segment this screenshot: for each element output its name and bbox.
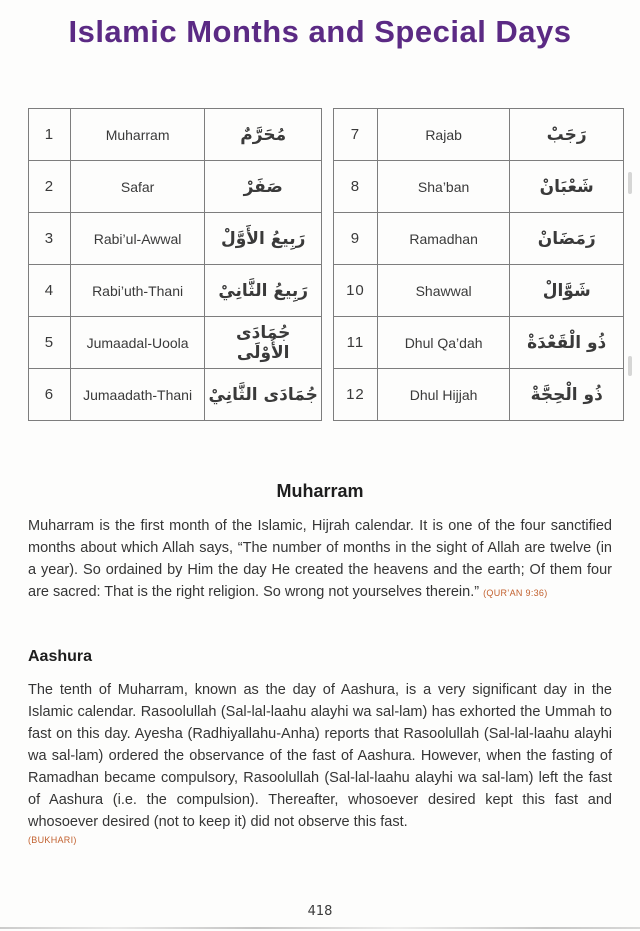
month-number: 5 [29, 317, 71, 369]
month-number: 11 [334, 317, 378, 369]
month-name: Rajab [377, 109, 510, 161]
muharram-paragraph [28, 515, 612, 604]
table-row [334, 161, 624, 213]
page-number: 418 [307, 904, 333, 919]
month-name-arabic: رَبِيعُ الثَّانِيْ [205, 265, 322, 317]
month-name-arabic: جُمَادَى الأُوْلَى [205, 317, 322, 369]
month-name: Dhul Hijjah [377, 369, 510, 421]
table-row [29, 265, 322, 317]
table-row [334, 109, 624, 161]
aashura-paragraph [28, 679, 612, 833]
month-name-arabic: رَجَبْ [510, 109, 624, 161]
table-row [29, 369, 322, 421]
month-number: 1 [29, 109, 71, 161]
month-name: Jumaadath-Thani [70, 369, 205, 421]
month-name: Muharram [70, 109, 205, 161]
month-name-arabic: ذُو الْقَعْدَةْ [510, 317, 624, 369]
month-name-arabic: رَمَضَانْ [510, 213, 624, 265]
months-tables [28, 108, 624, 421]
scan-edge-artifact [628, 356, 632, 376]
month-name-arabic: جُمَادَى الثَّانِيْ [205, 369, 322, 421]
month-number: 4 [29, 265, 71, 317]
table-row [334, 265, 624, 317]
table-row [29, 109, 322, 161]
month-name-arabic: مُحَرَّمٌ [205, 109, 322, 161]
quran-citation: (QUR’AN 9:36) [483, 588, 548, 598]
month-name-arabic: صَفَرْ [205, 161, 322, 213]
table-row [334, 213, 624, 265]
month-name-arabic: رَبِيعُ الأَوَّلْ [205, 213, 322, 265]
section-heading-muharram: Muharram [276, 481, 364, 501]
month-number: 8 [334, 161, 378, 213]
months-table-left [28, 108, 322, 421]
month-name-arabic: شَوَّالْ [510, 265, 624, 317]
month-number: 2 [29, 161, 71, 213]
month-name: Ramadhan [377, 213, 510, 265]
table-row [29, 317, 322, 369]
section-heading-aashura: Aashura [28, 648, 93, 665]
month-name: Jumaadal-Uoola [70, 317, 205, 369]
muharram-body-text: Muharram is the first month of the Islamic, Hijrah calendar. It is one of the four sanctified months about which Allah says, “The number of months in the sight of Allah are twelve (in a year). So ordained by Him the day He created the heavens and the earth; Of them four are sacred: That is the right religion. So wrong not yourselves therein.” [28, 518, 612, 600]
month-name-arabic: شَعْبَانْ [510, 161, 624, 213]
month-name: Sha’ban [377, 161, 510, 213]
aashura-body-text: The tenth of Muharram, known as the day of Aashura, is a very significant day in the Islamic calendar. Rasoolullah (Sal-lal-laahu alayhi wa sal-lam) has exhorted the Ummah to fast on this day. Ayesha (Radhiyallahu-Anha) reports that Rasoolullah (Sal-lal-laahu alayhi wa sal-lam) ordered the observance of the fast of Aashura. However, when the fasting of Ramadhan became compulsory, Rasoolullah (Sal-lal-laahu alayhi wa sal-lam) left the fast of Aashura (i.e. the compulsion). Thereafter, whosoever desired kept this fast and whosoever desired (not to keep it) did not observe this fast. [28, 682, 612, 830]
month-number: 6 [29, 369, 71, 421]
month-number: 7 [334, 109, 378, 161]
scan-edge-artifact [628, 172, 632, 194]
month-name: Dhul Qa’dah [377, 317, 510, 369]
bukhari-citation: (BUKHARI) [28, 835, 77, 845]
month-number: 3 [29, 213, 71, 265]
month-number: 10 [334, 265, 378, 317]
scan-bottom-edge [0, 927, 640, 929]
table-row [29, 213, 322, 265]
table-row [29, 161, 322, 213]
month-name: Rabi’ul-Awwal [70, 213, 205, 265]
month-name-arabic: ذُو الْحِجَّةْ [510, 369, 624, 421]
table-row [334, 317, 624, 369]
months-table-right [333, 108, 624, 421]
month-name: Safar [70, 161, 205, 213]
month-number: 9 [334, 213, 378, 265]
month-name: Rabi’uth-Thani [70, 265, 205, 317]
table-row [334, 369, 624, 421]
page-title: Islamic Months and Special Days [68, 14, 572, 49]
month-number: 12 [334, 369, 378, 421]
month-name: Shawwal [377, 265, 510, 317]
